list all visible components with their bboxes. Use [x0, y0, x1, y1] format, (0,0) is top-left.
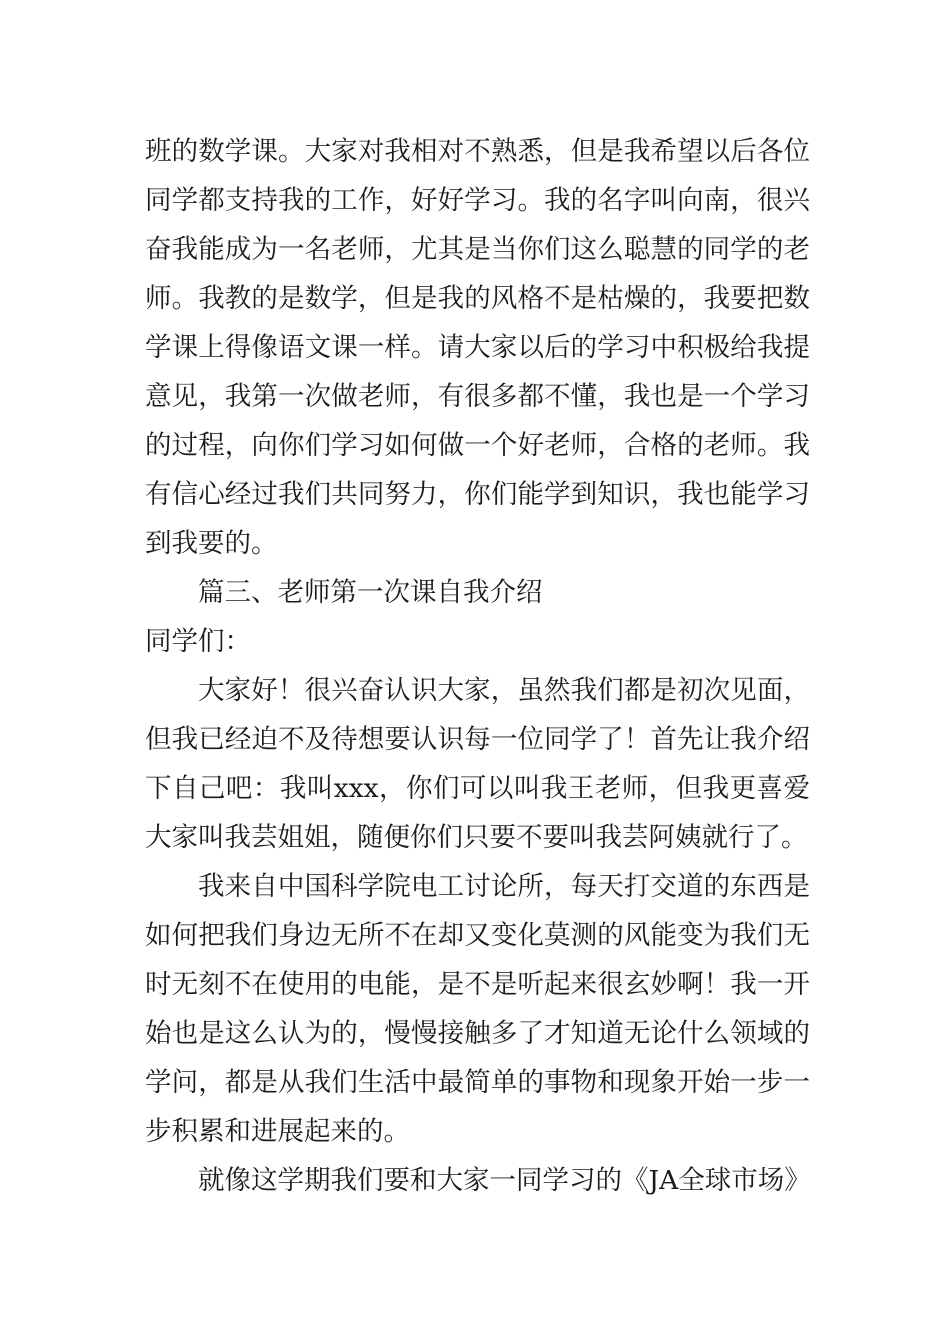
paragraph-intro: 大家好！很兴奋认识大家，虽然我们都是初次见面，但我已经迫不及待想要认识每一位同学了！首先让我介绍下自己吧：我叫xxx，你们可以叫我王老师，但我更喜爱大家叫我芸姐姐，随便你们只要不要叫我芸阿姨就行了。 — [145, 675, 810, 853]
greeting: 同学们： — [145, 626, 251, 657]
paragraph-background: 我来自中国科学院电工讨论所，每天打交道的东西是如何把我们身边无所不在却又变化莫测的风能变为我们无时无刻不在使用的电能，是不是听起来很玄妙啊！我一开始也是这么认为的，慢慢接触多了才知道无论什么领域的学问，都是从我们生活中最简单的事物和现象开始一步一步积累和进展起来的。 — [145, 871, 810, 1147]
paragraph-continuation: 班的数学课。大家对我相对不熟悉，但是我希望以后各位同学都支持我的工作，好好学习。我的名字叫向南，很兴奋我能成为一名老师，尤其是当你们这么聪慧的同学的老师。我教的是数学，但是我的风格不是枯燥的，我要把数学课上得像语文课一样。请大家以后的学习中积极给我提意见，我第一次做老师，有很多都不懂，我也是一个学习的过程，向你们学习如何做一个好老师，合格的老师。我有信心经过我们共同努力，你们能学到知识，我也能学习到我要的。 — [145, 136, 810, 559]
paragraph-course: 就像这学期我们要和大家一同学习的《JA全球市场》 — [198, 1165, 811, 1196]
section-heading: 篇三、老师第一次课自我介绍 — [198, 577, 543, 608]
document-body — [145, 127, 810, 1205]
